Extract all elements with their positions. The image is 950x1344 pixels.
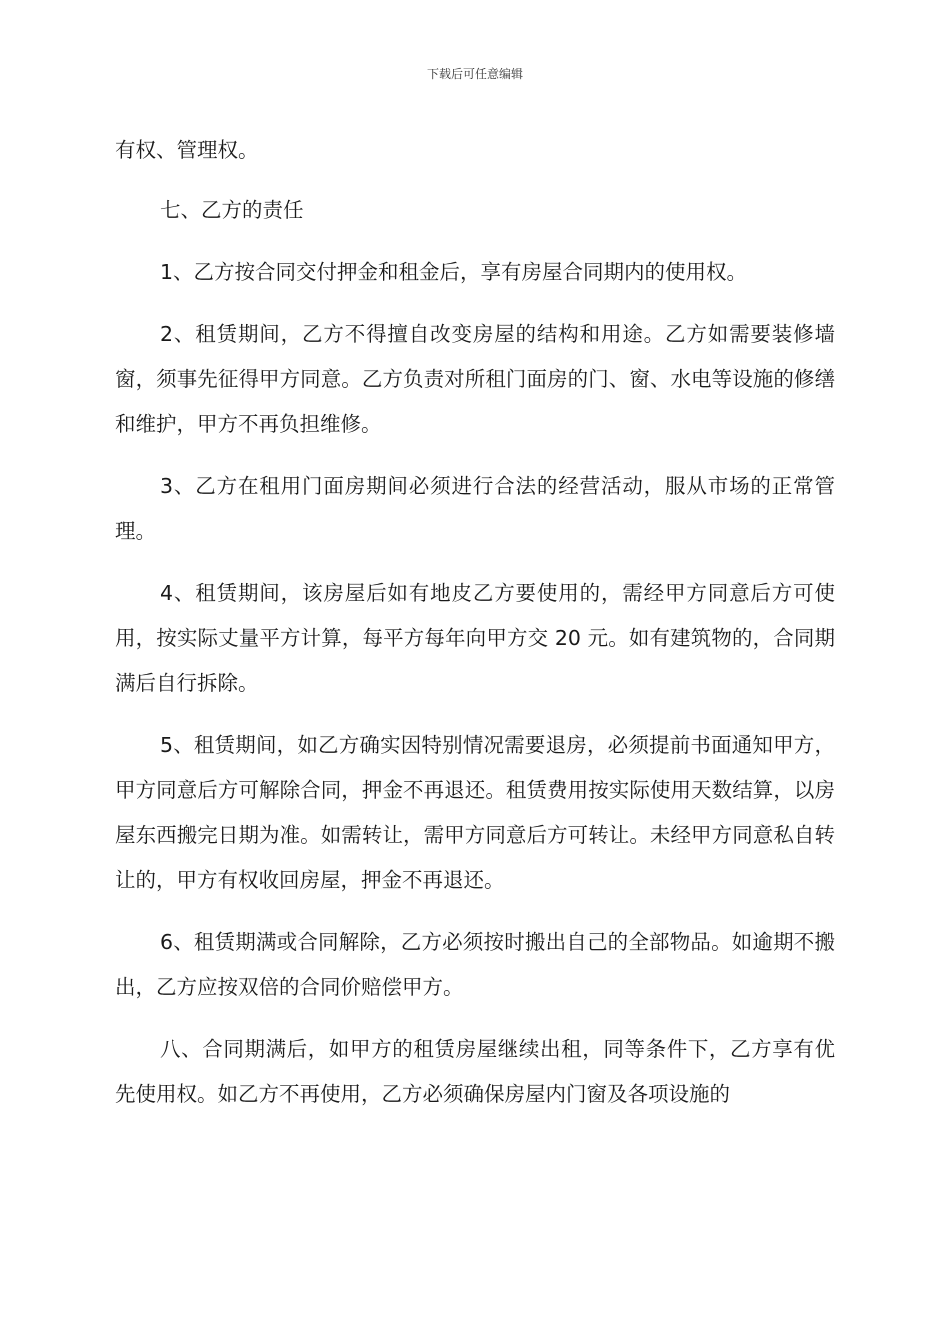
page-header-note: 下载后可任意编辑 [426, 67, 523, 81]
clause-6: 6、租赁期满或合同解除，乙方必须按时搬出自己的全部物品。如逾期不搬出，乙方应按双倍的合同价赔偿甲方。 [115, 930, 835, 999]
section-heading-7: 七、乙方的责任 [160, 198, 304, 222]
clause-2: 2、租赁期间，乙方不得擅自改变房屋的结构和用途。乙方如需要装修墙窗，须事先征得甲方同意。乙方负责对所租门面房的门、窗、水电等设施的修缮和维护，甲方不再负担维修。 [115, 322, 835, 436]
clause-4: 4、租赁期间，该房屋后如有地皮乙方要使用的，需经甲方同意后方可使用，按实际丈量平方计算，每平方每年向甲方交 20 元。如有建筑物的，合同期满后自行拆除。 [115, 581, 835, 695]
section-8: 八、合同期满后，如甲方的租赁房屋继续出租，同等条件下，乙方享有优先使用权。如乙方不再使用，乙方必须确保房屋内门窗及各项设施的 [115, 1037, 835, 1106]
document-body [115, 128, 835, 1134]
clause-3: 3、乙方在租用门面房期间必须进行合法的经营活动，服从市场的正常管理。 [115, 474, 835, 543]
clause-1: 1、乙方按合同交付押金和租金后，享有房屋合同期内的使用权。 [160, 260, 748, 284]
clause-5: 5、租赁期间，如乙方确实因特别情况需要退房，必须提前书面通知甲方，甲方同意后方可解除合同，押金不再退还。租赁费用按实际使用天数结算，以房屋东西搬完日期为准。如需转让，需甲方同意后方可转让。未经甲方同意私自转让的，甲方有权收回房屋，押金不再退还。 [115, 733, 835, 892]
paragraph-continuation: 有权、管理权。 [115, 138, 259, 162]
